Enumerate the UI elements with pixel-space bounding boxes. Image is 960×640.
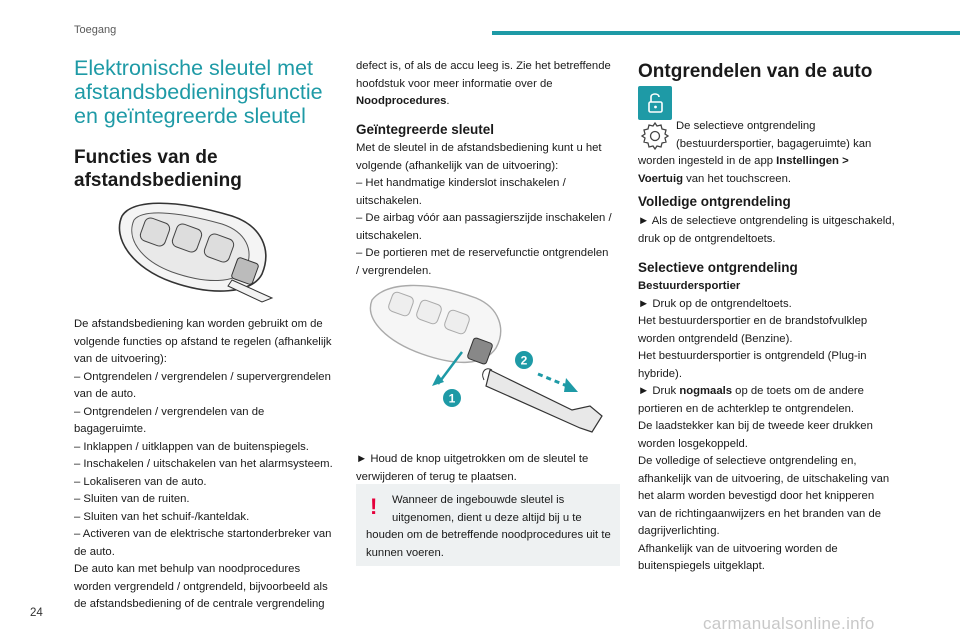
text-line: worden vergrendeld / ontgrendeld, bijvoorbeeld als: [74, 580, 328, 593]
text-line: Afhankelijk van de uitvoering worden de: [638, 542, 838, 555]
text-line: – Het handmatige kinderslot inschakelen /: [356, 177, 566, 189]
text-line: – Activeren van de elektrische startonderbreker van: [74, 528, 332, 540]
text-line: dagrijverlichting.: [638, 525, 720, 537]
text-line: – De airbag vóór aan passagierszijde inschakelen /: [356, 212, 612, 224]
emergency-link: Noodprocedures: [356, 95, 447, 107]
text-line: – Inschakelen / uitschakelen van het alarmsysteem.: [74, 458, 333, 470]
text-line: / vergrendelen.: [356, 264, 432, 277]
text-fragment: op de toets om de andere: [732, 385, 864, 397]
selective-unlock-intro: [676, 118, 902, 153]
text-fragment: worden ingesteld in de app: [638, 155, 777, 167]
key-removal-instruction: [356, 451, 624, 486]
selective-unlock-text: [638, 278, 906, 576]
text-line: De afstandsbediening kan worden gebruikt om de: [74, 318, 323, 330]
integrated-key-text: [356, 140, 624, 280]
text-line: hoofdstuk voor meer informatie over de: [356, 77, 553, 90]
text-line: Het bestuurdersportier en de brandstofvulklep: [638, 315, 868, 327]
text-line: De selectieve ontgrendeling: [676, 120, 816, 132]
text-line: houden om de betreffende noodprocedures uit te: [366, 529, 611, 541]
section-heading-integrated-key: Geïntegreerde sleutel: [356, 122, 495, 137]
text-line: portieren en de achterklep te ontgrendelen.: [638, 402, 855, 415]
text-line: van de uitvoering):: [74, 353, 167, 365]
text-line: – De portieren met de reservefunctie ontgrendelen: [356, 247, 609, 259]
running-header: Toegang: [74, 24, 117, 36]
text-line: – Sluiten van het schuif-/kanteldak.: [74, 510, 250, 523]
text-line: worden losgekoppeld.: [638, 437, 748, 450]
text-line: defect is, of als de accu leeg is. Zie het betreffende: [356, 60, 611, 72]
text-line: ► Houd de knop uitgetrokken om de sleutel te: [356, 453, 589, 465]
text-line: van de auto.: [74, 388, 137, 400]
unlock-icon: [638, 86, 672, 120]
remote-key-illustration: [112, 194, 278, 304]
text-line: kunnen voeren.: [366, 546, 444, 559]
page-number: 24: [30, 607, 43, 619]
text-line: druk op de ontgrendeltoets.: [638, 232, 776, 245]
warning-text: [366, 492, 618, 562]
text-line: [638, 153, 904, 171]
section-heading-remote-functions: Functies van de afstandsbediening: [74, 147, 242, 191]
text-line: hybride).: [638, 367, 682, 380]
text-line: Met de sleutel in de afstandsbediening kunt u het: [356, 142, 602, 154]
warning-icon: !: [370, 494, 378, 519]
text-line: worden ontgrendeld (Benzine).: [638, 332, 793, 345]
header-accent-bar: [492, 31, 960, 35]
text-line: ► Als de selectieve ontgrendeling is uitgeschakeld,: [638, 215, 895, 227]
text-line: afhankelijk van de uitvoering, de uitschakeling van: [638, 472, 890, 485]
callout-2: 2: [520, 353, 528, 368]
key-removal-illustration: [366, 274, 616, 444]
text-line: [638, 383, 906, 401]
emphasis-again: nogmaals: [679, 385, 733, 397]
full-unlock-text: [638, 213, 906, 248]
settings-icon: [640, 120, 670, 150]
section-heading-unlocking: Ontgrendelen van de auto: [638, 61, 873, 82]
text-line: – Sluiten van de ruiten.: [74, 493, 190, 505]
remote-functions-text: [74, 316, 342, 614]
text-line: volgende functies op afstand te regelen (afhankelijk: [74, 335, 332, 348]
text-line: Het bestuurdersportier is ontgrendeld (Plug-in: [638, 350, 867, 362]
text-fragment: ► Druk: [638, 385, 680, 397]
text-line: – Ontgrendelen / vergrendelen / supervergrendelen: [74, 370, 331, 383]
section-heading-full-unlock: Volledige ontgrendeling: [638, 194, 791, 209]
text-line: [356, 93, 624, 111]
text-line: De volledige of selectieve ontgrendeling en,: [638, 455, 857, 467]
text-line: – Lokaliseren van de auto.: [74, 475, 207, 488]
text-line: (bestuurdersportier, bagageruimte) kan: [676, 137, 872, 150]
page-title: Elektronische sleutel met afstandsbedieningsfunctie en geïntegreerde sleutel: [74, 56, 323, 128]
text-line: de afstandsbediening of de centrale vergrendeling: [74, 598, 325, 610]
text-line: de auto.: [74, 545, 115, 558]
text-line: verwijderen of terug te plaatsen.: [356, 470, 517, 483]
text-line: – Inklappen / uitklappen van de buitenspiegels.: [74, 440, 309, 453]
settings-menu-path: Instellingen >: [776, 155, 849, 167]
text-line: buitenspiegels uitgeklapt.: [638, 560, 765, 572]
callout-1: 1: [448, 391, 456, 406]
section-heading-selective-unlock: Selectieve ontgrendeling: [638, 260, 798, 275]
text-line: uitgenomen, dient u deze altijd bij u te: [392, 511, 582, 524]
text-fragment: van het touchscreen.: [682, 172, 791, 185]
text-line: uitschakelen.: [356, 194, 422, 207]
text-line: De laadstekker kan bij de tweede keer drukken: [638, 420, 873, 432]
text-line: De auto kan met behulp van noodprocedures: [74, 563, 301, 575]
text-line: [638, 171, 904, 189]
text-line: ► Druk op de ontgrendeltoets.: [638, 297, 792, 310]
text-line: van de richtingaanwijzers en het branden van de: [638, 507, 882, 520]
watermark: carmanualsonline.info: [703, 614, 875, 633]
selective-unlock-settings: [638, 153, 904, 188]
vehicle-menu-path: Voertuig: [638, 172, 683, 185]
text-line: Wanneer de ingebouwde sleutel is: [392, 494, 565, 506]
text-line: uitschakelen.: [356, 229, 422, 242]
text-line: het alarm worden bevestigd door het knipperen: [638, 490, 875, 502]
warning-box: [356, 484, 620, 566]
continued-text: [356, 58, 624, 111]
period: .: [446, 95, 450, 107]
text-line: volgende (afhankelijk van de uitvoering):: [356, 159, 559, 172]
text-line: bagageruimte.: [74, 423, 147, 435]
text-line: – Ontgrendelen / vergrendelen van de: [74, 405, 265, 418]
subheading-driver-door: Bestuurdersportier: [638, 280, 741, 292]
